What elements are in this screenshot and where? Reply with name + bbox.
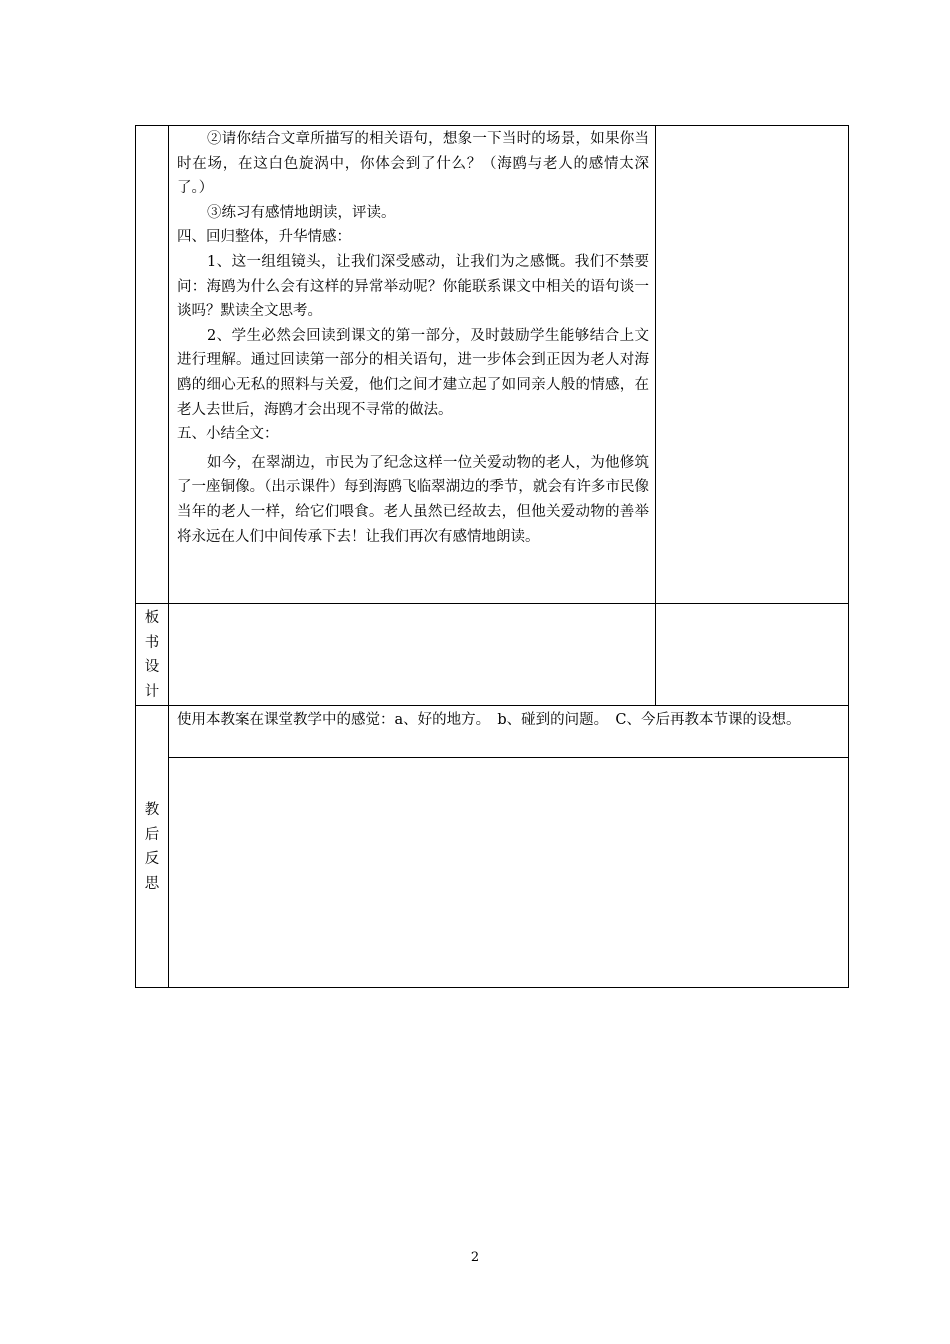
section-heading-5: 五、小结全文：	[177, 426, 279, 443]
board-design-char: 书	[144, 634, 160, 651]
board-design-label	[136, 606, 168, 704]
paragraph-summary: 如今，在翠湖边，市民为了纪念这样一位关爱动物的老人，为他修筑了一座铜像。（出示课件）每到海鸥飞临翠湖边的季节，就会有许多市民像当年的老人一样，给它们喂食。老人虽然已经故去，但他关爱动物的善举将永远在人们中间传承下去！让我们再次有感情地朗读。	[177, 454, 649, 545]
lesson-content	[177, 127, 649, 549]
board-design-char: 计	[144, 683, 160, 700]
reflection-char: 思	[144, 875, 160, 892]
reflection-label	[136, 798, 168, 896]
paragraph-question: 1、这一组组镜头，让我们深受感动，让我们为之感慨。我们不禁要问：海鸥为什么会有这样的异常举动呢？你能联系课文中相关的语句谈一谈吗？默读全文思考。	[177, 253, 649, 320]
reflection-char: 后	[144, 826, 160, 843]
paragraph-imagine: ②请你结合文章所描写的相关语句，想象一下当时的场景，如果你当时在场，在这白色旋涡中，你体会到了什么？（海鸥与老人的感情太深了。）	[177, 131, 649, 197]
board-design-char: 设	[144, 659, 160, 675]
section-heading-4: 四、回归整体，升华情感：	[177, 229, 351, 246]
reflection-char: 教	[144, 802, 160, 818]
reflection-prompt: 使用本教案在课堂教学中的感觉：a、好的地方。 b、碰到的问题。 C、今后再教本节课的设想。	[177, 712, 801, 728]
paragraph-read-aloud: ③练习有感情地朗读，评读。	[207, 204, 396, 221]
reflection-char: 反	[144, 851, 160, 867]
page-number: 2	[470, 1250, 480, 1265]
board-design-char: 板	[144, 610, 160, 626]
paragraph-review: 2、学生必然会回读到课文的第一部分，及时鼓励学生能够结合上文进行理解。通过回读第一部分的相关语句，进一步体会到正因为老人对海鸥的细心无私的照料与关爱，他们之间才建立起了如同亲人般的情感，在老人去世后，海鸥才会出现不寻常的做法。	[177, 327, 649, 418]
